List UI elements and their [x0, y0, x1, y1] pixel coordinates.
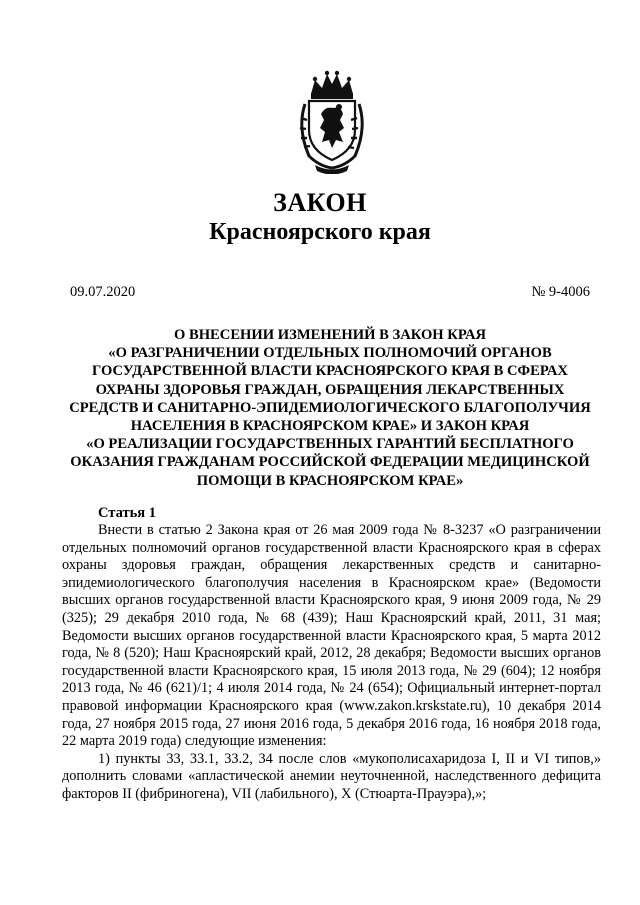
heading-line: ГОСУДАРСТВЕННОЙ ВЛАСТИ КРАСНОЯРСКОГО КРАЯ В СФЕРАХ — [92, 363, 568, 380]
heading-line: «О РЕАЛИЗАЦИИ ГОСУДАРСТВЕННЫХ ГАРАНТИЙ БЕСПЛАТНОГО — [86, 436, 574, 453]
heading-line: О ВНЕСЕНИИ ИЗМЕНЕНИЙ В ЗАКОН КРАЯ — [173, 327, 487, 343]
krasnoyarsk-coat-of-arms-icon — [291, 68, 373, 174]
law-number: № 9-4006 — [531, 284, 590, 300]
article-body — [62, 522, 601, 804]
document-title: ЗАКОН — [273, 188, 367, 217]
article-title: Статья 1 — [98, 505, 156, 521]
article-paragraph: Внести в статью 2 Закона края от 26 мая 2009 года № 8-3237 «О разграничении отдельных полномочий органов государственной власти Красноярского края в сферах охраны здоровья граждан, обращения лекарственных средств и санитарно-эпидемиологического благополучия населения в Красноярском крае» (Ведомости высших органов государственной власти Красноярского края, 9 июня 2009 года, № 29 (325); 29 декабря 2010 года, № 68 (439); Наш Красноярский край, 2011, 31 мая; Ведомости высших органов государственной власти Красноярского края, 5 марта 2012 года, № 8 (520); Наш Красноярский край, 2012, 28 декабря; Ведомости высших органов государственной власти Красноярского края, 15 июля 2013 года, № 29 (604); 12 ноября 2013 года, № 46 (621)/1; 4 июля 2014 года, № 24 (654); Официальный интернет-портал правовой информации Красноярского края (www.zakon.krskstate.ru), 10 декабря 2014 года, 27 ноября 2015 года, 27 июня 2016 года, 5 декабря 2016 года, 16 ноября 2018 года, 22 марта 2019 года) следующие изменения: — [62, 522, 601, 750]
heading-line: ОХРАНЫ ЗДОРОВЬЯ ГРАЖДАН, ОБРАЩЕНИЯ ЛЕКАРСТВЕННЫХ — [95, 381, 565, 398]
heading-line: СРЕДСТВ И САНИТАРНО-ЭПИДЕМИОЛОГИЧЕСКОГО БЛАГОПОЛУЧИЯ — [69, 399, 591, 416]
document-subtitle: Красноярского края — [209, 219, 431, 245]
heading-line: ОКАЗАНИЯ ГРАЖДАНАМ РОССИЙСКОЙ ФЕДЕРАЦИИ МЕДИЦИНСКОЙ — [70, 454, 590, 471]
heading-line: «О РАЗГРАНИЧЕНИИ ОТДЕЛЬНЫХ ПОЛНОМОЧИЙ ОРГАНОВ — [108, 345, 552, 362]
law-heading — [60, 326, 600, 490]
article-paragraph: 1) пункты 33, 33.1, 33.2, 34 после слов «мукополисахаридоза I, II и VI типов,» дополнить словами «апластической анемии неуточненной, наследственного дефицита факторов II (фибриногена), VII (лабильного), X (Стюарта-Прауэра),»; — [62, 750, 601, 802]
heading-line: НАСЕЛЕНИЯ В КРАСНОЯРСКОМ КРАЕ» И ЗАКОН КРАЯ — [130, 418, 530, 435]
law-date: 09.07.2020 — [70, 284, 136, 300]
heading-line: ПОМОЩИ В КРАСНОЯРСКОМ КРАЕ» — [196, 472, 464, 489]
